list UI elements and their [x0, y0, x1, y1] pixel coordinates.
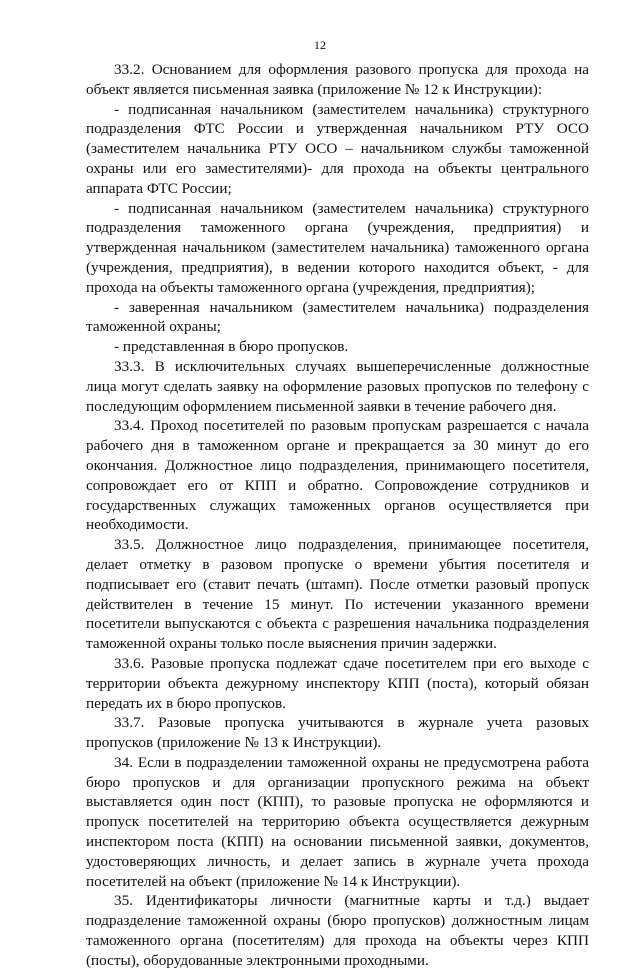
list-item-guard-unit: - заверенная начальником (заместителем начальника) подразделения таможенной охраны;: [86, 298, 589, 336]
paragraph-33-4: 33.4. Проход посетителей по разовым пропускам разрешается с начала рабочего дня в таможенном органе и прекращается за 30 минут до его окончания. Должностное лицо подразделения, принимающего посетителя, сопровождает его от КПП и обратно. Сопровождение сотрудников и государственных служащих таможенных органов осуществляется при необходимости.: [86, 417, 589, 534]
paragraph-33-7: 33.7. Разовые пропуска учитываются в журнале учета разовых пропусков (приложение № 13 к Инструкции).: [86, 714, 589, 752]
paragraph-35: 35. Идентификаторы личности (магнитные карты и т.д.) выдает подразделение таможенной охраны (бюро пропусков) должностным лицам таможенного органа (посетителям) для прохода на объекты через КПП (посты), оборудованные электронными проходными.: [86, 892, 589, 969]
paragraph-33-3: 33.3. В исключительных случаях вышеперечисленные должностные лица могут сделать заявку на оформление разовых пропусков по телефону с последующим оформлением письменной заявки в течение рабочего дня.: [86, 357, 589, 415]
list-item-customs-body: - подписанная начальником (заместителем начальника) структурного подразделения таможенного органа (учреждения, предприятия) и утвержденная начальником (заместителем начальника) таможенного органа (учреждения, предприятия), в ведении которого находится объект, - для прохода на объекты таможенного органа (учреждения, предприятия);: [86, 199, 589, 296]
page-number: 12: [314, 38, 326, 52]
paragraph-33-6: 33.6. Разовые пропуска подлежат сдаче посетителем при его выходе с территории объекта дежурному инспектору КПП (поста), который обязан передать их в бюро пропусков.: [86, 654, 589, 712]
list-item-fts: - подписанная начальником (заместителем начальника) структурного подразделения ФТС России и утвержденная начальником РТУ ОСО (заместителем начальника РТУ ОСО – начальником службы таможенной охраны или его заместителями)- для прохода на объекты центрального аппарата ФТС России;: [86, 100, 589, 197]
paragraph-33-5: 33.5. Должностное лицо подразделения, принимающее посетителя, делает отметку в разовом пропуске о времени убытия посетителя и подписывает его (ставит печать (штамп). После отметки разовый пропуск действителен в течение 15 минут. По истечении указанного времени посетители выпускаются с объекта с разрешения начальника подразделения таможенной охраны только после выяснения причин задержки.: [86, 536, 589, 653]
paragraph-33-2: 33.2. Основанием для оформления разового пропуска для прохода на объект является письменная заявка (приложение № 12 к Инструкции):: [86, 61, 589, 98]
list-item-pass-bureau: - представленная в бюро пропусков.: [114, 338, 349, 356]
paragraph-34: 34. Если в подразделении таможенной охраны не предусмотрена работа бюро пропусков и для организации пропускного режима на объект выставляется один пост (КПП), то разовые пропуска не оформляются и пропуск посетителей на территорию объекта осуществляется дежурным инспектором поста (КПП) на основании письменной заявки, документов, удостоверяющих личность, и делает запись в журнале учета прохода посетителей на объект (приложение № 14 к Инструкции).: [86, 753, 589, 890]
document-body: [86, 60, 589, 971]
